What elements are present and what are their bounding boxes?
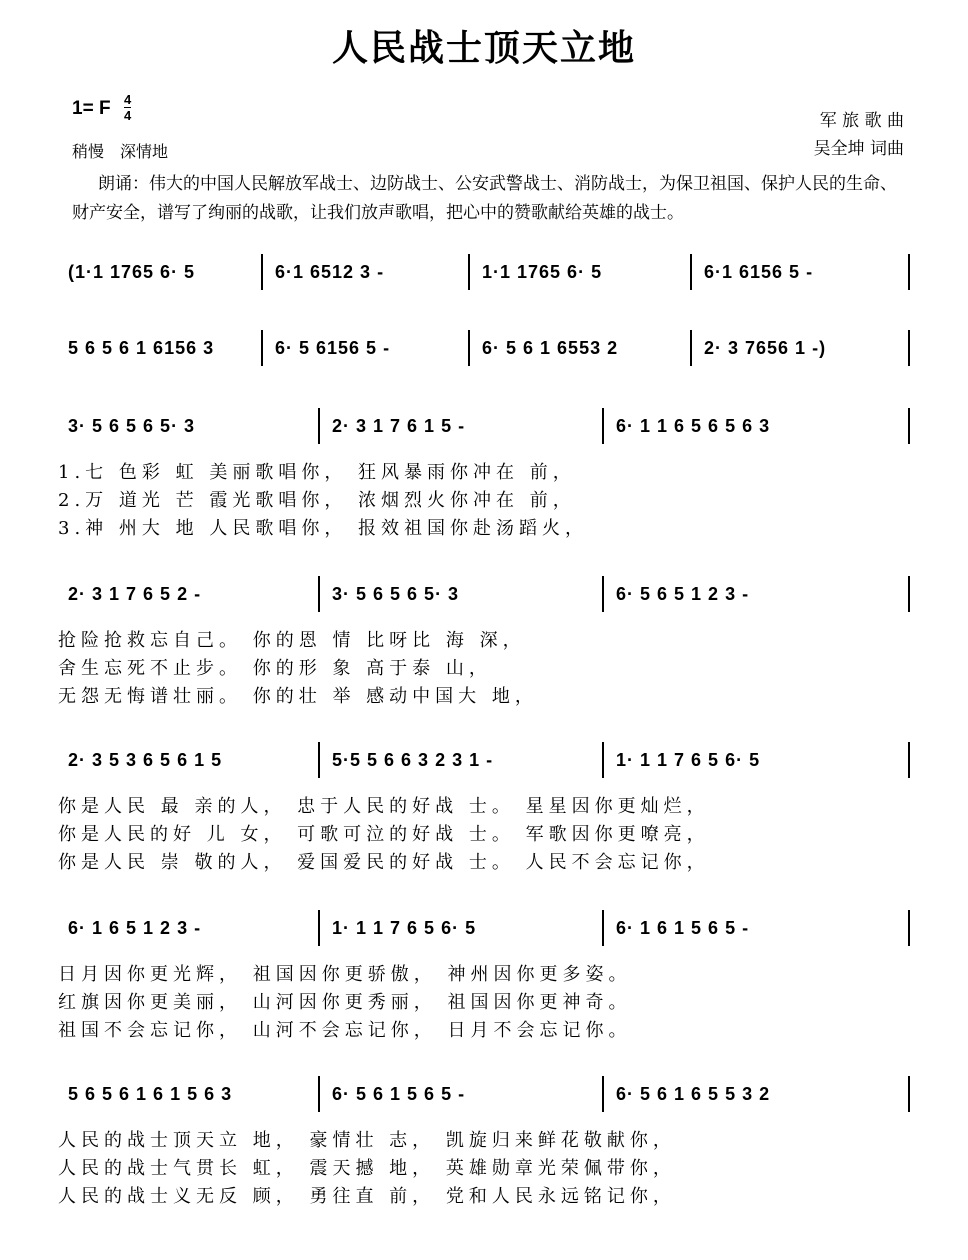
bar-line xyxy=(602,576,604,612)
lyric-line: 人民的战士义无反 顾， 勇往直 前， 党和人民永远铭记你， xyxy=(58,1186,676,1207)
measure: 2· 3 5 3 6 5 6 1 5 xyxy=(68,750,223,770)
lyric-line: 祖国不会忘记你， 山河不会忘记你， 日月不会忘记你。 xyxy=(58,1020,632,1041)
lyric-line: 3.神 州大 地 人民歌唱你， 报效祖国你赴汤蹈火， xyxy=(58,518,589,539)
bar-line xyxy=(602,1076,604,1112)
bar-line xyxy=(602,910,604,946)
bar-line xyxy=(908,742,910,778)
measure: 3· 5 6 5 6 5· 3 xyxy=(68,416,196,436)
measure: 6· 1 1 6 5 6 5 6 3 xyxy=(616,416,771,436)
lyric-line: 你是人民 崇 敬的人， 爱国爱民的好战 士。 人民不会忘记你， xyxy=(58,852,710,873)
measure: 6· 5 6 5 1 2 3 - xyxy=(616,584,750,604)
recitation-text: 朗诵：伟大的中国人民解放军战士、边防战士、公安武警战士、消防战士，为保卫祖国、保护人民的生命、财产安全，谱写了绚丽的战歌，让我们放声歌唱，把心中的赞歌献给英雄的战士。 xyxy=(72,174,897,223)
measure: 2· 3 1 7 6 1 5 - xyxy=(332,416,466,436)
measure: 2· 3 1 7 6 5 2 - xyxy=(68,584,202,604)
measure: 1· 1 1 7 6 5 6· 5 xyxy=(616,750,761,770)
bar-line xyxy=(318,910,320,946)
bar-line xyxy=(261,330,263,366)
lyric-line: 你是人民的好 儿 女， 可歌可泣的好战 士。 军歌因你更嘹亮， xyxy=(58,824,710,845)
bar-line xyxy=(690,330,692,366)
credit-composer: 吴全坤 词曲 xyxy=(813,139,904,159)
lyric-line: 无怨无悔谱壮丽。 你的壮 举 感动中国大 地， xyxy=(58,686,538,707)
measure: 6· 1 6 5 1 2 3 - xyxy=(68,918,202,938)
lyric-line: 日月因你更光辉， 祖国因你更骄傲， 神州因你更多姿。 xyxy=(58,964,632,985)
bar-line xyxy=(690,254,692,290)
measure: 6· 5 6 1 5 6 5 - xyxy=(332,1084,466,1104)
bar-line xyxy=(908,408,910,444)
measure: 5·5 5 6 6 3 2 3 1 - xyxy=(332,750,494,770)
measure: 5 6 5 6 1 6156 3 xyxy=(68,338,215,358)
bar-line xyxy=(908,1076,910,1112)
lyric-line: 红旗因你更美丽， 山河因你更秀丽， 祖国因你更神奇。 xyxy=(58,992,632,1013)
meter-top: 4 xyxy=(124,92,132,107)
bar-line xyxy=(318,1076,320,1112)
tempo-marking: 稍慢 深情地 xyxy=(72,142,169,161)
meter-bottom: 4 xyxy=(124,108,132,123)
bar-line xyxy=(602,742,604,778)
key-signature: 1= F xyxy=(72,98,111,119)
time-signature xyxy=(124,92,131,123)
measure: 6· 1 6 1 5 6 5 - xyxy=(616,918,750,938)
bar-line xyxy=(908,254,910,290)
measure: 6·1 6156 5 - xyxy=(704,262,814,282)
bar-line xyxy=(318,408,320,444)
bar-line xyxy=(602,408,604,444)
bar-line xyxy=(908,910,910,946)
bar-line xyxy=(468,330,470,366)
lyric-line: 人民的战士气贯长 虹， 震天撼 地， 英雄勋章光荣佩带你， xyxy=(58,1158,676,1179)
measure: 2· 3 7656 1 -) xyxy=(704,338,827,358)
bar-line xyxy=(318,576,320,612)
measure: 6· 5 6156 5 - xyxy=(275,338,391,358)
measure: 6·1 6512 3 - xyxy=(275,262,385,282)
bar-line xyxy=(318,742,320,778)
lyric-line: 1.七 色彩 虹 美丽歌唱你， 狂风暴雨你冲在 前， xyxy=(58,462,576,483)
lyric-line: 抢险抢救忘自己。 你的恩 情 比呀比 海 深， xyxy=(58,630,526,651)
measure: 1· 1 1 7 6 5 6· 5 xyxy=(332,918,477,938)
song-title: 人民战士顶天立地 xyxy=(331,27,636,69)
lyric-line: 你是人民 最 亲的人， 忠于人民的好战 士。 星星因你更灿烂， xyxy=(58,796,710,817)
measure: 6· 5 6 1 6 5 5 3 2 xyxy=(616,1084,771,1104)
measure: (1·1 1765 6· 5 xyxy=(68,262,196,282)
bar-line xyxy=(908,330,910,366)
lyric-line: 人民的战士顶天立 地， 豪情壮 志， 凯旋归来鲜花敬献你， xyxy=(58,1130,676,1151)
measure: 3· 5 6 5 6 5· 3 xyxy=(332,584,460,604)
credit-source: 军 旅 歌 曲 xyxy=(819,111,904,131)
lyric-line: 舍生忘死不止步。 你的形 象 高于泰 山， xyxy=(58,658,492,679)
bar-line xyxy=(261,254,263,290)
measure: 6· 5 6 1 6553 2 xyxy=(482,338,619,358)
measure: 1·1 1765 6· 5 xyxy=(482,262,603,282)
bar-line xyxy=(908,576,910,612)
lyric-line: 2.万 道光 芒 霞光歌唱你， 浓烟烈火你冲在 前， xyxy=(58,490,576,511)
bar-line xyxy=(468,254,470,290)
measure: 5 6 5 6 1 6 1 5 6 3 xyxy=(68,1084,233,1104)
